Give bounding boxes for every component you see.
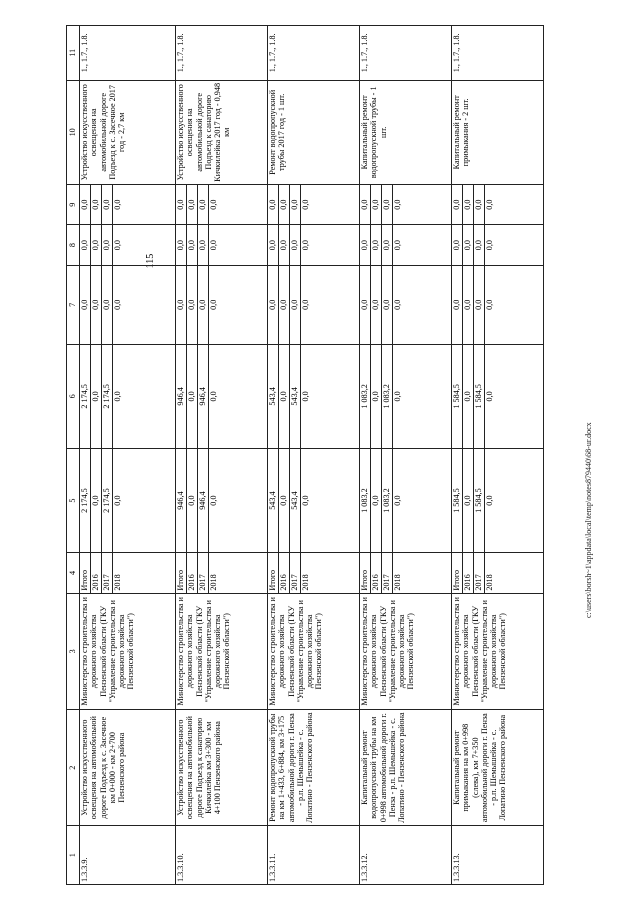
year-value: 0,0: [113, 391, 122, 402]
header-cell: 1: [67, 826, 80, 885]
row-c8-cell: [176, 225, 268, 265]
year-value: 0,0: [485, 199, 494, 210]
row-executor-cell: Министерство строительства и дорожного хозяйства Пензенской области (ГКУ "Управление строительства и дорожного хозяйства Пензенской области"): [452, 593, 544, 709]
year-value: 0,0: [187, 345, 198, 448]
year-value: 0,0: [474, 266, 485, 344]
year-value: 2 174,5: [80, 449, 91, 552]
year-value: 543,4: [290, 345, 301, 448]
year-value: 0,0: [463, 345, 474, 448]
year-value: 0,0: [290, 185, 301, 224]
year-value: 0,0: [187, 449, 198, 552]
row-years-cell: [268, 553, 360, 593]
year-value: 0,0: [80, 225, 91, 264]
year-value: 2017: [102, 553, 113, 592]
row-c9-cell: [176, 184, 268, 224]
row-c8-cell: [360, 225, 452, 265]
year-value: 0,0: [80, 185, 91, 224]
row-c6-cell: [176, 344, 268, 448]
year-value: 0,0: [91, 185, 102, 224]
year-value: 2 174,5: [102, 449, 113, 552]
year-value: 0,0: [360, 185, 371, 224]
year-value: 0,0: [102, 225, 113, 264]
year-value: 0,0: [485, 299, 494, 310]
year-value: 0,0: [463, 225, 474, 264]
year-value: 2017: [198, 553, 209, 592]
header-cell: 6: [67, 344, 80, 448]
year-value: 0,0: [209, 495, 218, 506]
year-value: 0,0: [371, 266, 382, 344]
year-value: 0,0: [176, 185, 187, 224]
year-value: 0,0: [371, 225, 382, 264]
year-value: 0,0: [176, 225, 187, 264]
year-value: 0,0: [393, 391, 402, 402]
year-value: 1 584,5: [452, 345, 463, 448]
year-value: 0,0: [301, 391, 310, 402]
year-value: 2 174,5: [80, 345, 91, 448]
year-value: 1 083,2: [360, 449, 371, 552]
year-value: Итого: [452, 553, 463, 592]
year-value: 0,0: [360, 266, 371, 344]
year-value: 0,0: [176, 266, 187, 344]
year-value: 0,0: [301, 495, 310, 506]
header-cell: 2: [67, 709, 80, 825]
page-number: 115: [145, 253, 156, 269]
year-value: 946,4: [176, 449, 187, 552]
row-name-cell: Устройство искусственного освещения на автомобильной дороге Подъезд к санаторию Кичкилейка км 3+300 - км 4+100 Пензенского района: [176, 709, 268, 825]
row-name-cell: Капитальный ремонт примыкания на км 0+998 (слева), км 7+350 автомобильной дороги г. Пенза - р.п. Шемышейка - с. Лопатино Пензенского района: [452, 709, 544, 825]
table-row: [176, 26, 268, 885]
year-value: 0,0: [301, 240, 310, 251]
year-value: 2 174,5: [102, 345, 113, 448]
year-value: 1 584,5: [474, 449, 485, 552]
row-c9-cell: [360, 184, 452, 224]
header-row: [67, 26, 80, 885]
year-value: 0,0: [371, 449, 382, 552]
header-cell: 7: [67, 265, 80, 344]
year-value: 0,0: [268, 266, 279, 344]
header-cell: 10: [67, 80, 80, 184]
row-years-cell: [360, 553, 452, 593]
year-value: 543,4: [290, 449, 301, 552]
row-c5-cell: [360, 448, 452, 552]
row-code-cell: 1.3.3.12.: [360, 826, 452, 885]
year-value: 946,4: [198, 449, 209, 552]
year-value: 1 083,2: [382, 449, 393, 552]
row-ref-cell: 1., 1.7., 1.8.: [360, 26, 452, 81]
row-code-cell: 1.3.3.9.: [80, 826, 176, 885]
row-c7-cell: [176, 265, 268, 344]
year-value: 0,0: [209, 391, 218, 402]
year-value: 0,0: [113, 299, 122, 310]
year-value: 0,0: [209, 299, 218, 310]
year-value: 0,0: [393, 240, 402, 251]
year-value: 0,0: [113, 240, 122, 251]
header-cell: 11: [67, 26, 80, 81]
row-c7-cell: [360, 265, 452, 344]
rotated-table-wrapper: [66, 25, 508, 885]
year-value: 2017: [290, 553, 301, 592]
year-value: 0,0: [268, 185, 279, 224]
row-result-cell: Капитальный ремонт примыкания - 2 шт.: [452, 80, 544, 184]
year-value: 2017: [382, 553, 393, 592]
row-ref-cell: 1., 1.7., 1.8.: [176, 26, 268, 81]
row-executor-cell: Министерство строительства и дорожного хозяйства Пензенской области (ГКУ "Управление строительства и дорожного хозяйства Пензенской области"): [360, 593, 452, 709]
header-cell: 5: [67, 448, 80, 552]
year-value: 0,0: [393, 299, 402, 310]
year-value: 2018: [209, 574, 218, 591]
year-value: 0,0: [301, 199, 310, 210]
year-value: Итого: [176, 553, 187, 592]
year-value: 0,0: [209, 240, 218, 251]
year-value: 0,0: [485, 391, 494, 402]
year-value: 0,0: [371, 185, 382, 224]
year-value: 0,0: [279, 345, 290, 448]
year-value: 0,0: [80, 266, 91, 344]
row-name-cell: Ремонт водопропускной трубы на км 1+433, 6+884, км 3+175 автомобильной дороги г. Пенза - р.п. Шемышейка - с. Лопатино - Пензенского района: [268, 709, 360, 825]
header-cell: 9: [67, 184, 80, 224]
year-value: 0,0: [102, 266, 113, 344]
year-value: 0,0: [268, 225, 279, 264]
year-value: 0,0: [382, 225, 393, 264]
year-value: 0,0: [198, 185, 209, 224]
row-c8-cell: [80, 225, 176, 265]
year-value: 543,4: [268, 449, 279, 552]
year-value: 0,0: [91, 449, 102, 552]
row-years-cell: [452, 553, 544, 593]
year-value: 0,0: [91, 345, 102, 448]
year-value: 1 584,5: [474, 345, 485, 448]
row-executor-cell: Министерство строительства и дорожного хозяйства Пензенской области (ГКУ "Управление строительства и дорожного хозяйства Пензенской области"): [176, 593, 268, 709]
year-value: 0,0: [463, 266, 474, 344]
row-ref-cell: 1., 1.7., 1.8.: [268, 26, 360, 81]
year-value: 2017: [474, 553, 485, 592]
row-c7-cell: [268, 265, 360, 344]
row-executor-cell: Министерство строительства и дорожного хозяйства Пензенской области (ГКУ "Управление строительства и дорожного хозяйства Пензенской области"): [80, 593, 176, 709]
year-value: 0,0: [198, 266, 209, 344]
year-value: 0,0: [463, 449, 474, 552]
year-value: Итого: [80, 553, 91, 592]
row-c8-cell: [452, 225, 544, 265]
year-value: Итого: [268, 553, 279, 592]
year-value: 0,0: [279, 449, 290, 552]
year-value: 2018: [393, 574, 402, 591]
year-value: 0,0: [463, 185, 474, 224]
year-value: 2018: [113, 574, 122, 591]
year-value: 0,0: [452, 185, 463, 224]
year-value: 0,0: [279, 185, 290, 224]
row-ref-cell: 1., 1.7., 1.8.: [80, 26, 176, 81]
row-c6-cell: [268, 344, 360, 448]
row-c7-cell: [452, 265, 544, 344]
year-value: 1 083,2: [360, 345, 371, 448]
year-value: 0,0: [187, 225, 198, 264]
table-row: [268, 26, 360, 885]
year-value: 0,0: [91, 266, 102, 344]
program-table: [66, 25, 544, 885]
year-value: 0,0: [382, 185, 393, 224]
year-value: 946,4: [198, 345, 209, 448]
year-value: 1 083,2: [382, 345, 393, 448]
year-value: 0,0: [485, 495, 494, 506]
year-value: 0,0: [360, 225, 371, 264]
row-result-cell: Капитальный ремонт водопропускной трубы - 1 шт.: [360, 80, 452, 184]
table-body: [67, 26, 544, 885]
year-value: 0,0: [382, 266, 393, 344]
table-row: [80, 26, 176, 885]
year-value: 0,0: [290, 225, 301, 264]
year-value: 0,0: [279, 266, 290, 344]
row-c5-cell: [268, 448, 360, 552]
year-value: 0,0: [91, 225, 102, 264]
year-value: 0,0: [102, 185, 113, 224]
year-value: 0,0: [452, 225, 463, 264]
row-c7-cell: [80, 265, 176, 344]
row-c9-cell: [268, 184, 360, 224]
header-cell: 4: [67, 553, 80, 593]
year-value: Итого: [360, 553, 371, 592]
row-c6-cell: [360, 344, 452, 448]
year-value: 2018: [485, 574, 494, 591]
year-value: 0,0: [187, 185, 198, 224]
year-value: 2016: [187, 553, 198, 592]
year-value: 0,0: [113, 199, 122, 210]
row-c6-cell: [452, 344, 544, 448]
year-value: 0,0: [474, 225, 485, 264]
year-value: 0,0: [371, 345, 382, 448]
year-value: 0,0: [279, 225, 290, 264]
table-row: [360, 26, 452, 885]
year-value: 0,0: [113, 495, 122, 506]
row-c5-cell: [176, 448, 268, 552]
table-row: [452, 26, 544, 885]
row-result-cell: Ремонт водопропускной трубы 2017 год - 1 шт.: [268, 80, 360, 184]
year-value: 0,0: [301, 299, 310, 310]
row-ref-cell: 1., 1.7., 1.8.: [452, 26, 544, 81]
year-value: 2016: [279, 553, 290, 592]
header-cell: 8: [67, 225, 80, 265]
row-c9-cell: [80, 184, 176, 224]
year-value: 0,0: [290, 266, 301, 344]
year-value: 0,0: [474, 185, 485, 224]
row-c5-cell: [80, 448, 176, 552]
row-name-cell: Устройство искусственного освещения на автомобильной дороге Подъезд к с. Засечное км 0+000 - км 2+700 Пензенского района: [80, 709, 176, 825]
year-value: 0,0: [209, 199, 218, 210]
row-code-cell: 1.3.3.13.: [452, 826, 544, 885]
file-path-footer: c:\users\borsh~1\appdata\local\temp\notes879440\68-ur.docx: [584, 422, 593, 618]
row-code-cell: 1.3.3.11.: [268, 826, 360, 885]
year-value: 2016: [463, 553, 474, 592]
year-value: 1 584,5: [452, 449, 463, 552]
row-c6-cell: [80, 344, 176, 448]
year-value: 0,0: [393, 495, 402, 506]
row-result-cell: Устройство искусственного освещения на автомобильной дороге Подъезд к санаторию Кичкилейка 2017 год - 0,948 км: [176, 80, 268, 184]
year-value: 0,0: [198, 225, 209, 264]
year-value: 946,4: [176, 345, 187, 448]
year-value: 2018: [301, 574, 310, 591]
year-value: 2016: [91, 553, 102, 592]
row-c9-cell: [452, 184, 544, 224]
row-years-cell: [176, 553, 268, 593]
year-value: 0,0: [187, 266, 198, 344]
year-value: 0,0: [485, 240, 494, 251]
row-executor-cell: Министерство строительства и дорожного хозяйства Пензенской области (ГКУ "Управление строительства и дорожного хозяйства Пензенской области"): [268, 593, 360, 709]
year-value: 0,0: [452, 266, 463, 344]
row-name-cell: Капитальный ремонт водопропускной трубы на км 0+998 автомобильной дороги г. Пенза - р.п. Шемышейка - с. Лопатино - Пензенского района: [360, 709, 452, 825]
row-c5-cell: [452, 448, 544, 552]
year-value: 543,4: [268, 345, 279, 448]
year-value: 0,0: [393, 199, 402, 210]
header-cell: 3: [67, 593, 80, 709]
row-code-cell: 1.3.3.10.: [176, 826, 268, 885]
row-result-cell: Устройство искусственного освещения на автомобильной дороге Подъезд к с. Засечное 2017 год - 2,7 км: [80, 80, 176, 184]
year-value: 2016: [371, 553, 382, 592]
row-c8-cell: [268, 225, 360, 265]
row-years-cell: [80, 553, 176, 593]
